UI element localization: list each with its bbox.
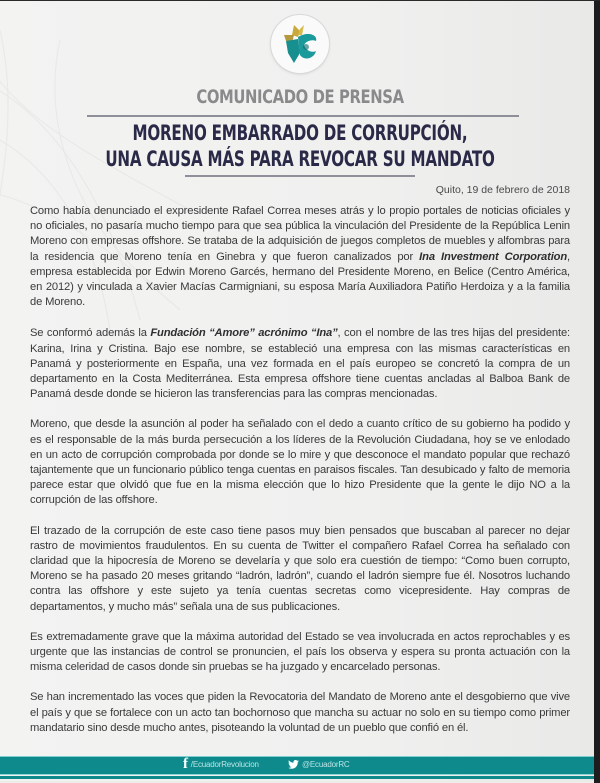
date-line: Quito, 19 de febrero de 2018 xyxy=(435,184,570,196)
text: , empresa establecida por Edwin Moreno Garcés, hermano del Presidente Moreno, en Belice (Centro América, en 2012) y vinculada a Xavier Macías Carmigniani, su esposa María Auxiliadora Patiño Herdoiza y a la familia de Moreno. xyxy=(30,250,571,309)
party-logo xyxy=(271,15,329,73)
facebook-icon: f xyxy=(183,756,188,772)
facebook-link[interactable] xyxy=(183,757,259,772)
headline-line-1: MORENO EMBARRADO DE CORRUPCIÓN, xyxy=(132,121,468,145)
footer-stripe xyxy=(0,776,594,779)
facebook-handle: /EcuadorRevolucion xyxy=(190,760,259,769)
revolucion-ciudadana-logo-icon xyxy=(280,23,320,65)
paragraph-6: Se han incrementado las voces que piden la Revocatoria del Mandato de Moreno ante el desgobierno que vive el país y que se fortalece con un acto tan bochornoso que mancha su actuar no solo en su tiempo como primer mandatario sino desde mucho antes, pisoteando la voluntad de un pueblo que confió en él. xyxy=(30,691,570,734)
frame-edge xyxy=(594,0,600,783)
paragraph-2 xyxy=(30,326,570,402)
text: Como había denunciado el expresidente Rafael Correa meses atrás y lo propio portales de noticias oficiales y no oficiales, no pasaría mucho tiempo para que sea pública la vinculación del Presidente de la República Lenin Moreno con empresas offshore. Se trataba de la adquisición de juegos completos de muebles y alfombras para la residencia que Moreno tenía en Ginebra y que fueron canalizados por xyxy=(30,205,570,263)
twitter-handle: @EcuadorRC xyxy=(302,760,350,769)
foundation-name-emphasis: Fundación “Amore” acrónimo “Ina” xyxy=(150,327,338,340)
text: , con el nombre de las tres hijas del presidente: Karina, Irina y Cristina. Bajo ese nombre, se estableció una empresa con las mismas características en Panamá y posteriormente en España, una vez formada en el país europeo se concretó la compra de un departamento en la Costa Mediterránea. Esta empresa offshore tiene cuentas ancladas al Balboa Bank de Panamá desde donde se hicieron las transferencias para las compras mencionadas. xyxy=(30,327,570,401)
frame-edge xyxy=(0,0,600,1)
divider xyxy=(87,115,519,117)
paragraph-4: El trazado de la corrupción de este caso tiene pasos muy bien pensados que buscaban al parecer no dejar rastro de movimientos fraudulentos. En su cuenta de Twitter el compañero Rafael Correa ha señalado con claridad que la hipocresía de Moreno se develaría y que solo era cuestión de tiempo: “Como buen corrupto, Moreno se ha pasado 20 meses gritando “ladrón, ladrón”, cuando el ladrón siempre fue él. Nosotros luchando contra las offshore y este sujeto ya tenía cuentas secretas como vicepresidente. Hay compras de departamentos, y mucho más” señala una de sus publicaciones. xyxy=(30,524,570,613)
article-body xyxy=(30,204,570,751)
page-title xyxy=(84,120,516,172)
press-release-kicker: COMUNICADO DE PRENSA xyxy=(196,86,404,108)
footer-divider xyxy=(0,774,594,775)
text: Se conformó además la xyxy=(30,327,151,340)
twitter-icon xyxy=(288,760,299,769)
twitter-link[interactable] xyxy=(288,757,349,772)
paragraph-3: Moreno, que desde la asunción al poder ha señalado con el dedo a cuanto crítico de su gobierno ha podido y es el responsable de la más burda persecución a los líderes de la Revolución Ciudadana, hoy se ve enlodado en un acto de corrupción comprobada por donde se lo mire y que desconoce el mandato popular que rechazó tajantemente que un funcionario público tenga cuentas en paraisos fiscales. Tan desubicado y falto de memoria parece estar que olvidó que fue en la misma elección que lo hizo Presidente que la gente le dijo NO a la corrupción de las offshore. xyxy=(30,418,570,507)
divider xyxy=(185,175,415,177)
headline-line-2: UNA CAUSA MÁS PARA REVOCAR SU MANDATO xyxy=(105,147,495,171)
paragraph-1 xyxy=(30,204,570,310)
paragraph-5: Es extremadamente grave que la máxima autoridad del Estado se vea involucrada en actos reprochables y es urgente que las instancias de control se pronuncien, el país los observa y espera su pronta actuación con la misma celeridad de casos donde sin pruebas se ha juzgado y encarcelado personas. xyxy=(30,630,570,674)
company-name-emphasis: Ina Investment Corporation xyxy=(419,250,568,263)
